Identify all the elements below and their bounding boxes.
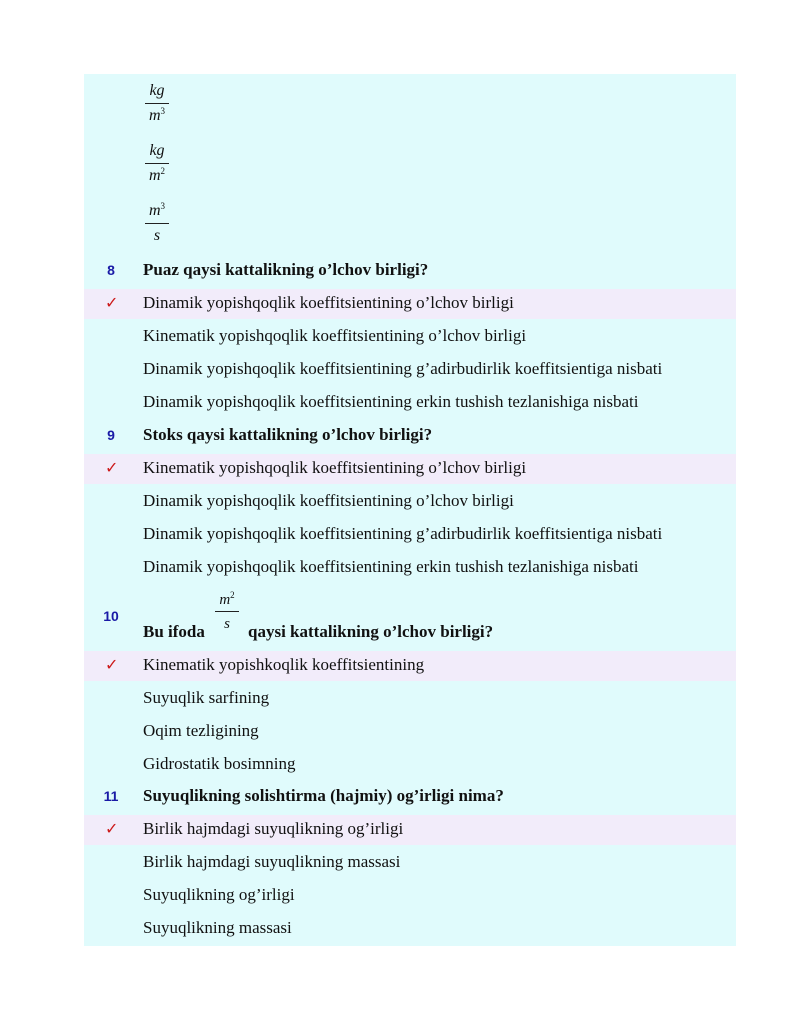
question-text: Stoks qaysi kattalikning o’lchov birligi?: [143, 425, 433, 444]
formula-fraction: [215, 592, 239, 632]
answer-option[interactable]: Suyuqlik sarfining: [143, 688, 270, 707]
check-icon: ✓: [105, 655, 119, 674]
fraction-denominator: $m^3$: [148, 106, 166, 124]
answer-option[interactable]: Dinamik yopishqoqlik koeffitsientining erkin tushish tezlanishiga nisbati: [143, 557, 639, 576]
answer-option[interactable]: Birlik hajmdagi suyuqlikning og’irligi: [143, 819, 404, 838]
answer-option[interactable]: Suyuqlikning og’irligi: [143, 885, 295, 904]
fraction-bar: [215, 611, 239, 612]
answer-option[interactable]: Kinematik yopishqoqlik koeffitsientining o’lchov birligi: [143, 458, 527, 477]
fraction-numerator: $m^3$: [148, 201, 166, 219]
fraction-numerator: kg: [149, 142, 165, 159]
fraction-bar: [145, 223, 169, 224]
answer-option[interactable]: Oqim tezligining: [143, 721, 259, 740]
answer-option[interactable]: Dinamik yopishqoqlik koeffitsientining erkin tushish tezlanishiga nisbati: [143, 392, 639, 411]
question-text-after: qaysi kattalikning o’lchov birligi?: [248, 622, 494, 641]
answer-option[interactable]: Dinamik yopishqoqlik koeffitsientining g’adirbudirlik koeffitsientiga nisbati: [143, 359, 663, 378]
answer-option[interactable]: Kinematik yopishqoqlik koeffitsientining o’lchov birligi: [143, 326, 527, 345]
fraction-numerator: $m^2$: [219, 590, 235, 608]
fraction-numerator: kg: [149, 82, 165, 99]
fraction-denominator: s: [224, 616, 230, 632]
fraction-denominator: s: [153, 227, 161, 244]
fraction-bar: [145, 103, 169, 104]
answer-option[interactable]: Dinamik yopishqoqlik koeffitsientining o’lchov birligi: [143, 491, 514, 510]
unit-fraction-1: [145, 82, 169, 127]
question-number: 8: [107, 262, 115, 278]
fraction-denominator: $m^2$: [148, 166, 166, 184]
check-icon: ✓: [105, 458, 119, 477]
question-text: Puaz qaysi kattalikning o’lchov birligi?: [143, 260, 429, 279]
answer-option[interactable]: Kinematik yopishkoqlik koeffitsientining: [143, 655, 425, 674]
check-icon: ✓: [105, 293, 119, 312]
answer-option[interactable]: Birlik hajmdagi suyuqlikning massasi: [143, 852, 401, 871]
answer-option[interactable]: Dinamik yopishqoqlik koeffitsientining o’lchov birligi: [143, 293, 514, 312]
unit-fraction-3: [145, 202, 169, 247]
answer-option[interactable]: Dinamik yopishqoqlik koeffitsientining g’adirbudirlik koeffitsientiga nisbati: [143, 524, 663, 543]
check-icon: ✓: [105, 819, 119, 838]
unit-fraction-2: [145, 142, 169, 187]
answer-option[interactable]: Suyuqlikning massasi: [143, 918, 292, 937]
fraction-bar: [145, 163, 169, 164]
answer-option[interactable]: Gidrostatik bosimning: [143, 754, 296, 773]
question-text-before: Bu ifoda: [143, 622, 205, 641]
question-number: 10: [103, 608, 119, 624]
question-text: Suyuqlikning solishtirma (hajmiy) og’irligi nima?: [143, 786, 504, 805]
question-number: 9: [107, 427, 115, 443]
question-number: 11: [103, 788, 119, 804]
